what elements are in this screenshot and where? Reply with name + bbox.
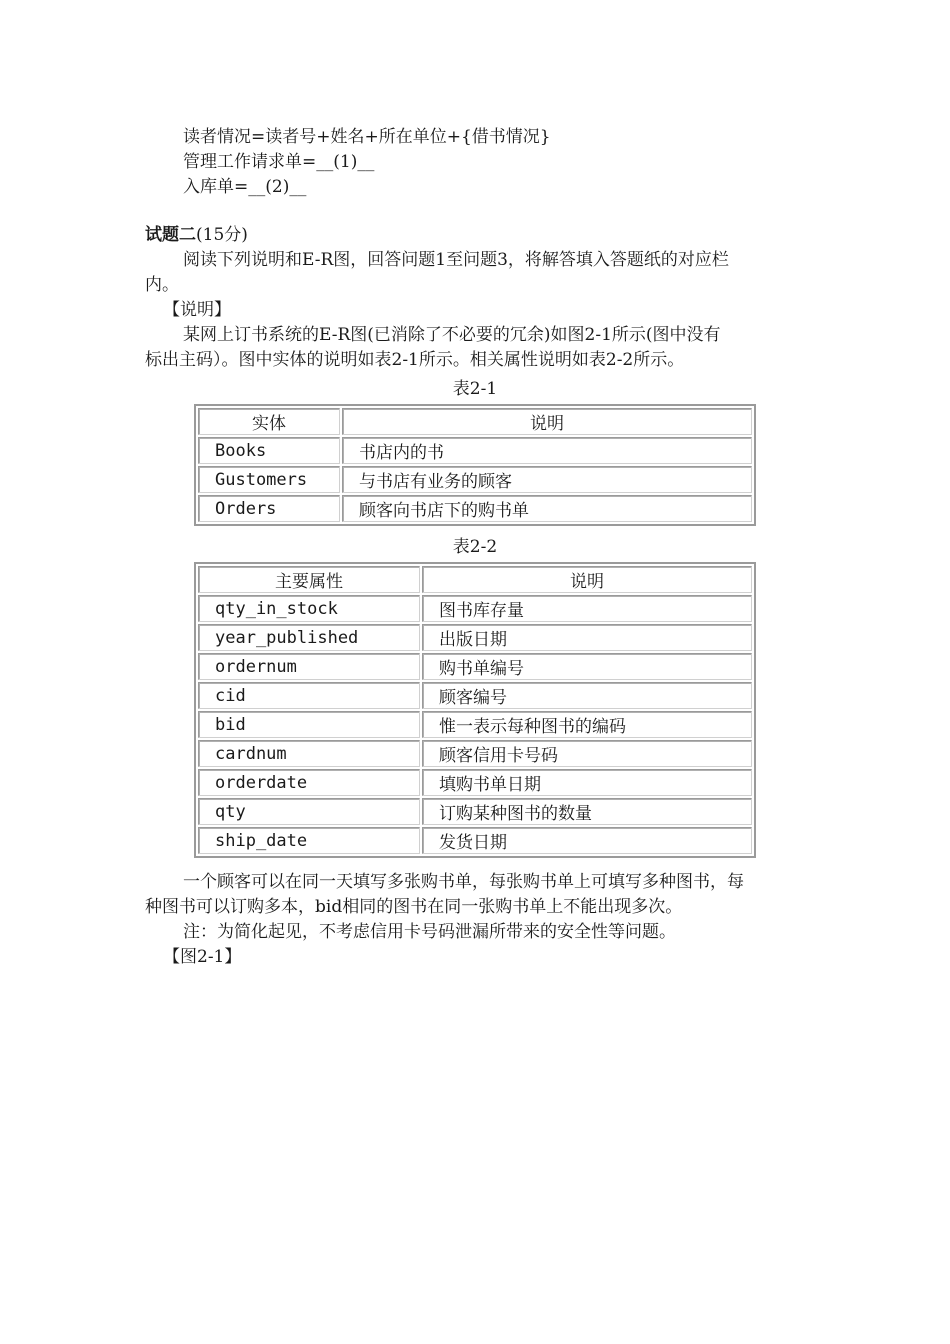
entity-table — [194, 404, 756, 526]
intro-line-request: 管理工作请求单=__(1)__ — [183, 152, 375, 172]
table1-caption: 表2-1 — [452, 379, 498, 399]
table-row — [198, 769, 752, 796]
table-row — [198, 682, 752, 709]
attribute-desc: 图书库存量 — [422, 595, 752, 622]
question-heading — [145, 223, 248, 247]
table-row — [198, 798, 752, 825]
table-row — [198, 740, 752, 767]
table-row — [198, 595, 752, 622]
question-title: 试题二 — [145, 225, 196, 245]
after-line-1: 一个顾客可以在同一天填写多张购书单，每张购书单上可填写多种图书，每 — [183, 872, 744, 892]
entity-name: Books — [198, 437, 340, 464]
table-row — [198, 495, 752, 522]
entity-name: Orders — [198, 495, 340, 522]
table-header-cell: 主要属性 — [198, 566, 420, 593]
entity-desc: 顾客向书店下的购书单 — [342, 495, 752, 522]
attribute-desc: 顾客信用卡号码 — [422, 740, 752, 767]
table-row — [198, 711, 752, 738]
attribute-name: ship_date — [198, 827, 420, 854]
attribute-name: cardnum — [198, 740, 420, 767]
table-row — [198, 653, 752, 680]
attribute-desc: 发货日期 — [422, 827, 752, 854]
attribute-name: cid — [198, 682, 420, 709]
attribute-name: qty_in_stock — [198, 595, 420, 622]
table-row — [198, 466, 752, 493]
attribute-name: bid — [198, 711, 420, 738]
attribute-name: qty — [198, 798, 420, 825]
description-line-2: 标出主码）。图中实体的说明如表2-1所示。相关属性说明如表2-2所示。 — [145, 350, 685, 370]
table-header-cell: 实体 — [198, 408, 340, 435]
table-row — [198, 437, 752, 464]
description-line-1: 某网上订书系统的E-R图(已消除了不必要的冗余)如图2-1所示(图中没有 — [183, 325, 721, 345]
attribute-name: ordernum — [198, 653, 420, 680]
attribute-desc: 填购书单日期 — [422, 769, 752, 796]
attribute-desc: 订购某种图书的数量 — [422, 798, 752, 825]
table-header-cell: 说明 — [342, 408, 752, 435]
instruction-line-2: 内。 — [145, 275, 179, 295]
attribute-name: orderdate — [198, 769, 420, 796]
attribute-desc: 惟一表示每种图书的编码 — [422, 711, 752, 738]
section-label: 【说明】 — [163, 300, 231, 320]
table2-caption: 表2-2 — [452, 537, 498, 557]
table-row — [198, 827, 752, 854]
attribute-table — [194, 562, 756, 858]
question-score: (15分) — [196, 225, 248, 245]
figure-label: 【图2-1】 — [163, 947, 242, 967]
intro-line-reader: 读者情况=读者号+姓名+所在单位+{借书情况} — [183, 127, 551, 147]
note-line: 注：为简化起见，不考虑信用卡号码泄漏所带来的安全性等问题。 — [183, 922, 676, 942]
entity-desc: 与书店有业务的顾客 — [342, 466, 752, 493]
attribute-desc: 购书单编号 — [422, 653, 752, 680]
table-header-row — [198, 566, 752, 593]
intro-line-stock: 入库单=__(2)__ — [183, 177, 307, 197]
entity-name: Gustomers — [198, 466, 340, 493]
attribute-desc: 出版日期 — [422, 624, 752, 651]
table-row — [198, 624, 752, 651]
table-header-row — [198, 408, 752, 435]
table-header-cell: 说明 — [422, 566, 752, 593]
instruction-line-1: 阅读下列说明和E-R图，回答问题1至问题3，将解答填入答题纸的对应栏 — [183, 250, 729, 270]
entity-desc: 书店内的书 — [342, 437, 752, 464]
attribute-desc: 顾客编号 — [422, 682, 752, 709]
attribute-name: year_published — [198, 624, 420, 651]
after-line-2: 种图书可以订购多本，bid相同的图书在同一张购书单上不能出现多次。 — [145, 897, 683, 917]
